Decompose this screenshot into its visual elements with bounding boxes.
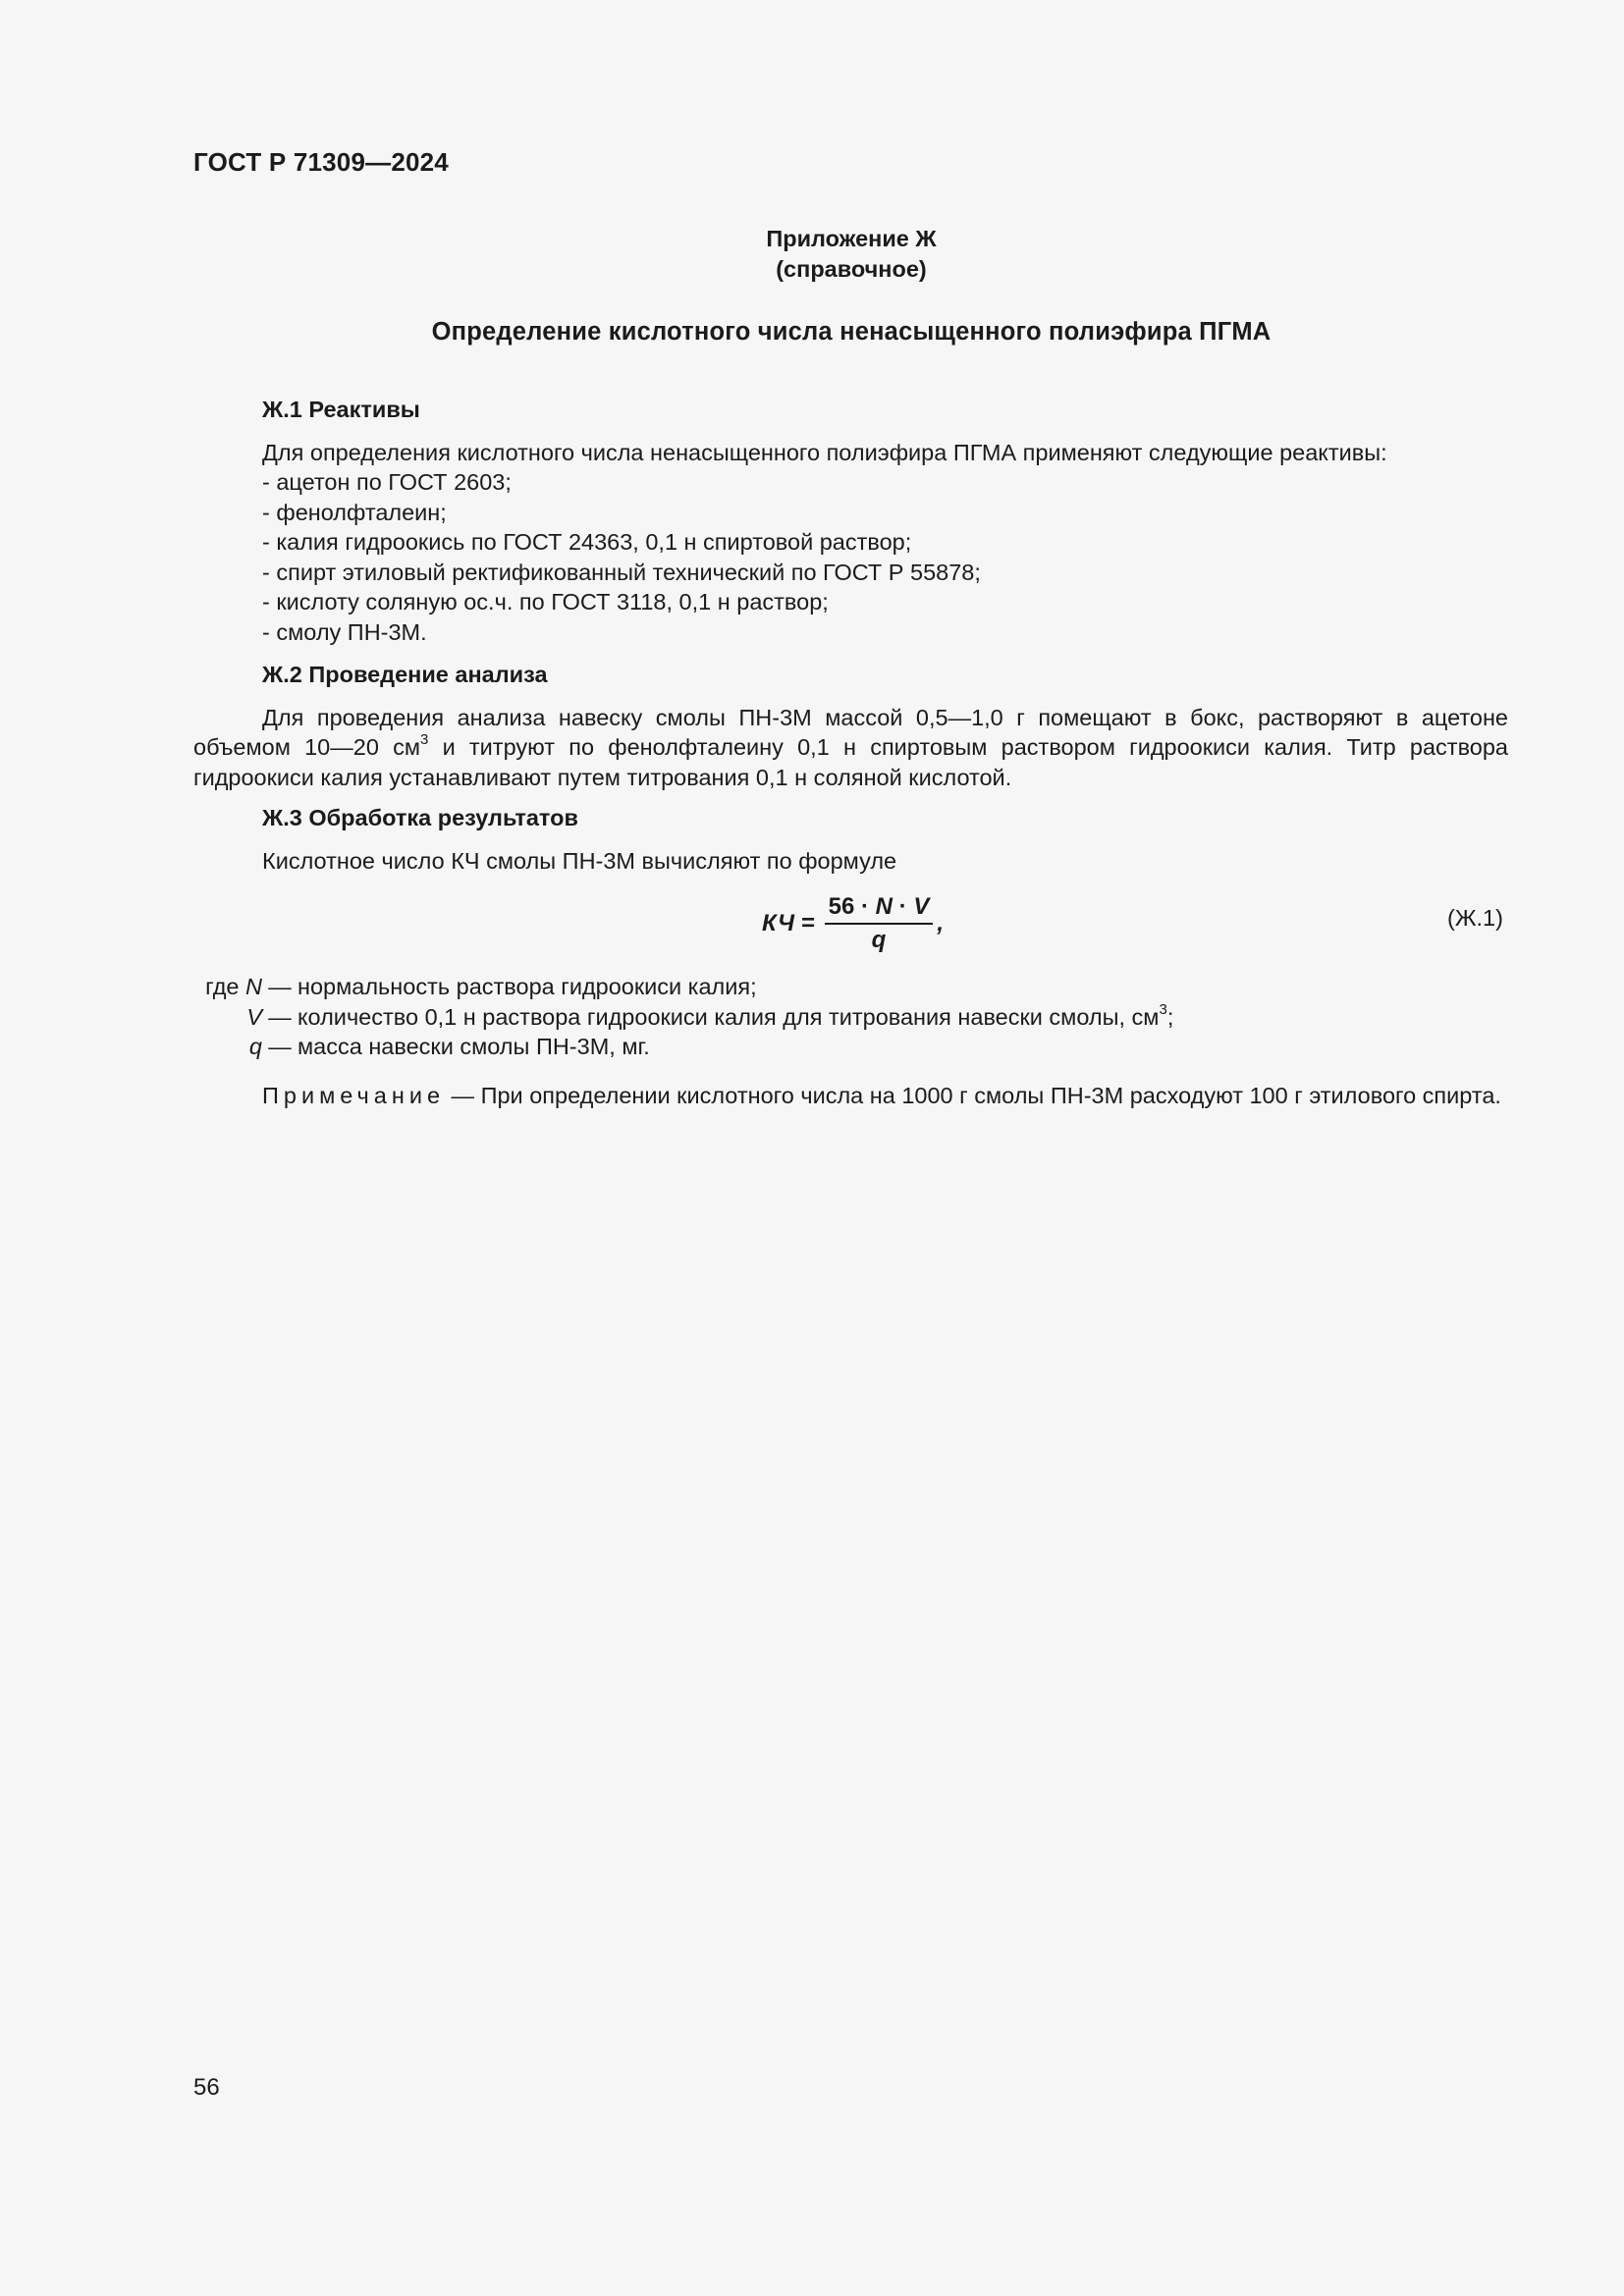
formula-denominator: q: [871, 927, 887, 953]
appendix-type: (справочное): [776, 256, 927, 282]
numerator-coefficient: 56 ·: [828, 893, 876, 920]
legend-symbol: V: [246, 1003, 262, 1030]
note-label: Примечание: [262, 1083, 446, 1108]
section-results: [193, 803, 1508, 876]
list-item: - смолу ПН-3М.: [262, 618, 427, 645]
formula-number: (Ж.1): [1447, 905, 1503, 931]
legend-dash: —: [268, 1034, 292, 1059]
paragraph-text: Для проведения анализа навеску смолы ПН-3М массой 0,5—1,0 г помещают в бокс, растворяют в ацетоне объемом 10—20 см: [193, 704, 1508, 760]
appendix-heading: Определение кислотного числа ненасыщенного полиэфира ПГМА: [431, 318, 1272, 346]
legend-key: [193, 972, 262, 1002]
legend-row: [193, 1032, 1173, 1062]
appendix-title: Приложение Ж: [766, 226, 937, 251]
note-text: При определении кислотного числа на 1000 г смолы ПН-3М расходуют 100 г этилового спирта.: [480, 1083, 1501, 1108]
legend-text: масса навески смолы ПН-3М, мг.: [298, 1034, 650, 1059]
legend-symbol: N: [245, 974, 262, 999]
numerator-dot: ·: [893, 893, 914, 920]
numerator-v: V: [913, 893, 930, 920]
legend-symbol: q: [248, 1034, 262, 1059]
list-item: - ацетон по ГОСТ 2603;: [262, 469, 512, 495]
legend-key: [193, 1002, 262, 1033]
legend-key: [193, 1032, 262, 1062]
numerator-n: N: [875, 893, 893, 920]
legend-dash: —: [268, 974, 292, 999]
section-heading: Ж.3 Обработка результатов: [262, 805, 578, 830]
superscript: 3: [1159, 1000, 1167, 1018]
formula-fraction: [825, 893, 934, 954]
paragraph-text: и титруют по фенолфталеину 0,1 н спиртовым раствором гидроокиси калия. Титр раствора гидроокиси калия устанавливают путем титрования 0,1 н соляной кислотой.: [193, 734, 1508, 790]
formula-legend: [193, 972, 1173, 1062]
list-item: - кислоту соляную ос.ч. по ГОСТ 3118, 0,1 н раствор;: [262, 589, 829, 614]
formula-comma: ,: [937, 910, 945, 936]
list-item: - калия гидроокись по ГОСТ 24363, 0,1 н спиртовой раствор;: [262, 529, 912, 555]
note: [193, 1081, 1508, 1111]
formula-lhs: КЧ =: [762, 910, 815, 936]
formula-numerator: [825, 893, 934, 925]
list-item: - фенолфталеин;: [262, 499, 447, 525]
legend-text-main: количество 0,1 н раствора гидроокиси калия для титрования навески смолы, см: [298, 1003, 1160, 1030]
paragraph: [193, 703, 1508, 793]
superscript: 3: [420, 731, 429, 749]
formula: [762, 889, 944, 958]
section-heading: Ж.2 Проведение анализа: [262, 662, 548, 687]
section-analysis: [193, 660, 1508, 792]
legend-text: нормальность раствора гидроокиси калия;: [298, 974, 757, 999]
note-dash: —: [445, 1083, 481, 1108]
legend-dash: —: [268, 1003, 292, 1030]
section-reagents: [193, 395, 1508, 647]
section-intro: Для определения кислотного числа ненасыщенного полиэфира ПГМА применяют следующие реактивы:: [262, 439, 1387, 465]
list-item: - спирт этиловый ректификованный технический по ГОСТ Р 55878;: [262, 559, 981, 585]
section-intro: Кислотное число КЧ смолы ПН-3М вычисляют по формуле: [262, 847, 897, 874]
section-heading: Ж.1 Реактивы: [262, 397, 420, 422]
standard-designation: ГОСТ Р 71309—2024: [193, 147, 449, 177]
legend-row: [193, 972, 1173, 1002]
page-number: 56: [193, 2074, 220, 2101]
legend-row: [193, 1002, 1173, 1033]
legend-text-end: ;: [1166, 1003, 1174, 1030]
legend-text: [298, 1002, 1173, 1033]
legend-prefix: где: [205, 974, 240, 999]
